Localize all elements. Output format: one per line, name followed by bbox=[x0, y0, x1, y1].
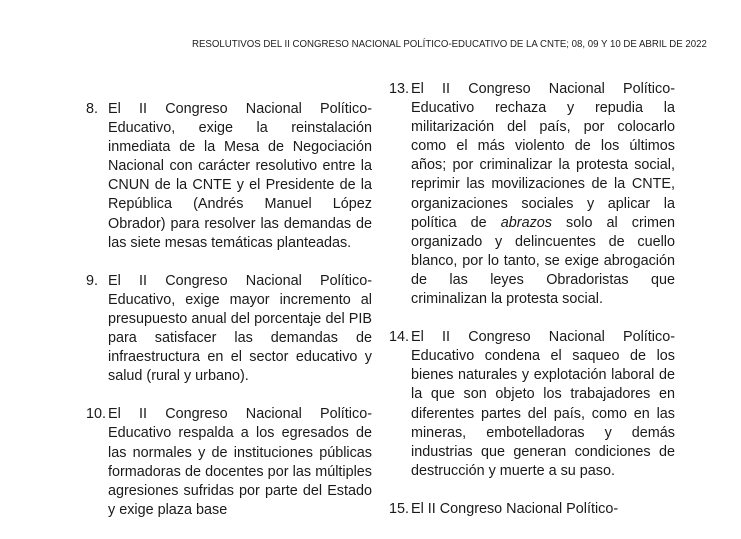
item-number: 13. bbox=[389, 81, 410, 97]
resolution-item-9 bbox=[86, 272, 372, 387]
document-header: RESOLUTIVOS DEL II CONGRESO NACIONAL POLÍTICO-EDUCATIVO DE LA CNTE; 08, 09 Y 10 DE ABRIL DE 2022 bbox=[192, 38, 707, 50]
item-number: 10. bbox=[86, 406, 107, 423]
resolution-item-8 bbox=[86, 100, 372, 253]
item-text bbox=[411, 80, 675, 309]
resolution-item-14 bbox=[389, 328, 675, 481]
item-number: 8. bbox=[86, 101, 99, 117]
item-text-emphasis: abrazos bbox=[500, 214, 552, 231]
item-text: El II Congreso Nacional Político- bbox=[411, 500, 619, 517]
item-text: El II Congreso Nacional Político-Educativo respalda a los egresados de las normales y de instituciones públicas formadoras de docentes por las múltiples agresiones sufridas por parte del Estado y exige plaza base bbox=[108, 406, 372, 518]
resolution-item-15 bbox=[389, 500, 675, 519]
item-text-part: El II Congreso Nacional Político-Educativo rechaza y repudia la militarización del país, por colocarlo como el más violento de los últimos años; por criminalizar la protesta social, reprimir las movilizaciones de la CNTE, organizaciones sociales y aplicar la política de bbox=[411, 81, 675, 231]
item-text: El II Congreso Nacional Político-Educativo condena el saqueo de los bienes naturales y explotación laboral de la que son objeto los trabajadores en diferentes partes del país, como en las mineras, embotelladoras y demás industrias que generan condiciones de destrucción y muerte a su paso. bbox=[411, 329, 675, 479]
item-number: 9. bbox=[86, 272, 99, 289]
right-column bbox=[389, 80, 675, 538]
item-number: 14. bbox=[389, 329, 410, 346]
resolution-item-10 bbox=[86, 405, 372, 520]
item-text: El II Congreso Nacional Político-Educativo, exige mayor incremento al presupuesto anual del porcentaje del PIB para satisfacer las demandas de infraestructura en el sector educativo y salud (rural y urbano). bbox=[108, 272, 372, 385]
resolution-item-13 bbox=[389, 80, 675, 309]
item-number: 15. bbox=[389, 500, 410, 517]
item-text-part: solo al crimen organizado y delincuentes de cuello blanco, por lo tanto, se exige abrogación de las leyes Obradoristas que criminalizan la protesta social. bbox=[411, 214, 675, 308]
left-column bbox=[86, 100, 372, 539]
item-text: El II Congreso Nacional Político-Educativo, exige la reinstalación inmediata de la Mesa de Negociación Nacional con carácter resolutivo entre la CNUN de la CNTE y el Presidente de la República (Andrés Manuel López Obrador) para resolver las demandas de las siete mesas temáticas planteadas. bbox=[108, 101, 372, 251]
